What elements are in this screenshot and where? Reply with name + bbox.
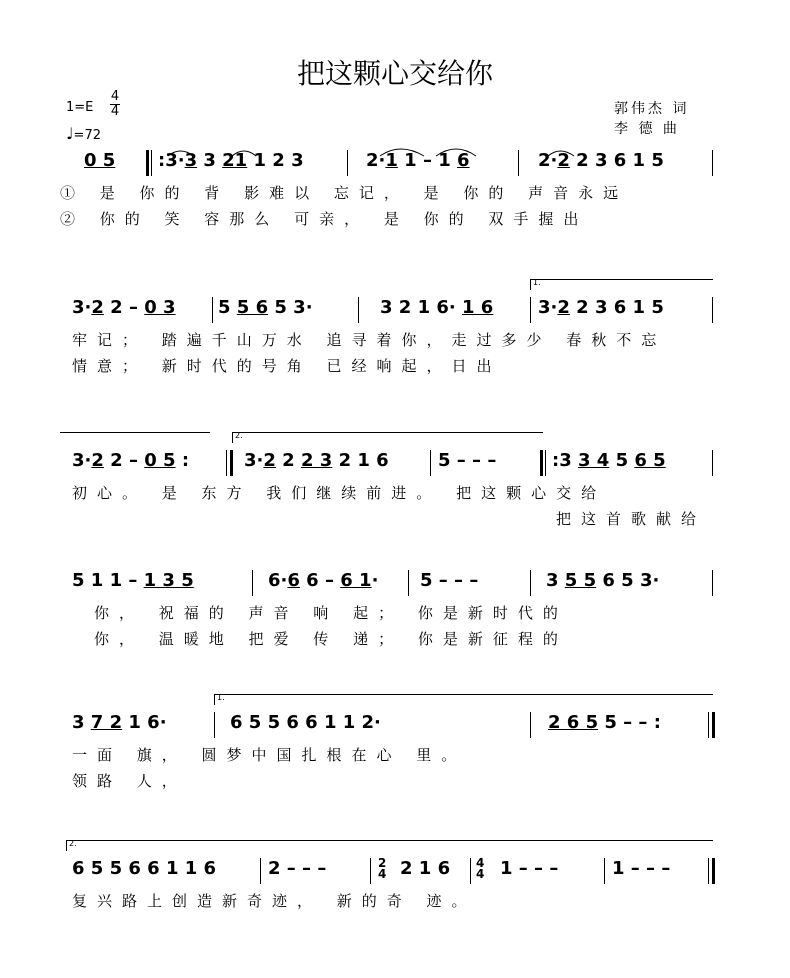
tempo-value: =72 (73, 128, 101, 143)
time-denominator: 4 (110, 104, 120, 119)
verse-2-text: 情意； 新时代的号角 已经响起，日出 (72, 357, 502, 375)
lyrics-verse-2 (0, 208, 790, 230)
verse-1-text: 你， 祝福的 声音 响 起； 你是新时代的 (94, 604, 568, 622)
notation-line: 0 5 :3·3 3 21 1 2 3 2·1 1 – 1 6 2·2 2 3 6 1 5 (0, 150, 790, 184)
verse-1-text: 牢记； 踏遍千山万水 追寻着你，走过多少 春秋不忘 (72, 331, 667, 349)
lyrics-verse-1 (0, 602, 790, 624)
lyrics-verse-2 (0, 770, 790, 792)
lyrics-verse-1 (0, 744, 790, 766)
quarter-note-icon: ♩ (66, 124, 74, 143)
score-system-2 (0, 278, 790, 417)
notation-line: 6 5 5 6 6 1 1 6 2 – – – 2 4 2 1 6 4 4 1 – – – 1 – – – (0, 858, 790, 892)
song-title: 把这颗心交给你 (296, 57, 493, 90)
tempo-marking (66, 124, 101, 143)
notation-line: 3 7 2 1 6· 6 5 5 6 6 1 1 2· 2 6 5 5 – – : (0, 712, 790, 746)
notation-line: 3·2 2 – 0 5 : 3·2 2 2 3 2 1 6 5 – – – :3 3 4 5 6 5 (0, 450, 790, 484)
key-label: 1=E (66, 100, 94, 115)
time-numerator: 4 (110, 89, 120, 104)
verse-2-text: 把这首歌献给 (556, 510, 707, 528)
key-signature (66, 100, 93, 115)
lyrics-verse-2 (0, 508, 790, 530)
notation-line: 5 1 1 – 1 3 5 6·6 6 – 6 1· 5 – – – 3 5 5 6 5 3· (0, 570, 790, 604)
time-signature (110, 90, 120, 119)
slur-marks (0, 150, 790, 180)
score-system-5 (0, 693, 790, 832)
lyrics-verse-1 (0, 482, 790, 504)
score-system-4 (0, 570, 790, 690)
score-system-3 (0, 431, 790, 570)
lyricist-credit: 郭伟杰 词 (614, 101, 690, 117)
composer-credit: 李 德 曲 (614, 121, 680, 137)
lyrics-verse-1 (0, 329, 790, 351)
volta-bracket-2: 2. (66, 840, 713, 851)
verse-1-text: 一面 旗， 圆梦中国扎根在心 里。 (72, 746, 467, 764)
score-system-1 (0, 150, 790, 270)
volta-bracket-1: 1. (530, 279, 713, 290)
lyrics-verse-1 (0, 182, 790, 204)
score-system-6 (0, 839, 790, 978)
lyrics-verse-2 (0, 355, 790, 377)
notation-line: 3·2 2 – 0 3 5 5 6 5 3· 3 2 1 6· 1 6 3·2 2 3 6 1 5 (0, 297, 790, 331)
verse-2-text: 你， 温暖地 把爱 传 递； 你是新征程的 (94, 630, 568, 648)
verse-2-text: ② 你的 笑 容那么 可亲， 是 你的 双手握出 (60, 210, 589, 228)
lyrics-verse-1 (0, 890, 790, 912)
verse-2-text: 领路 人， (72, 772, 187, 790)
verse-1-text: ① 是 你的 背 影难以 忘记， 是 你的 声音永远 (60, 184, 629, 202)
volta-bracket-1: 1. (214, 694, 713, 705)
volta-bracket-2: 2. (232, 432, 543, 443)
lyrics-verse-2 (0, 628, 790, 650)
volta-bracket-1-end (60, 432, 210, 443)
verse-1-text: 初心。 是 东方 我们继续前进。 把这颗心交给 (72, 484, 607, 502)
verse-1-text: 复兴路上创造新奇迹， 新的奇 迹。 (72, 892, 477, 910)
